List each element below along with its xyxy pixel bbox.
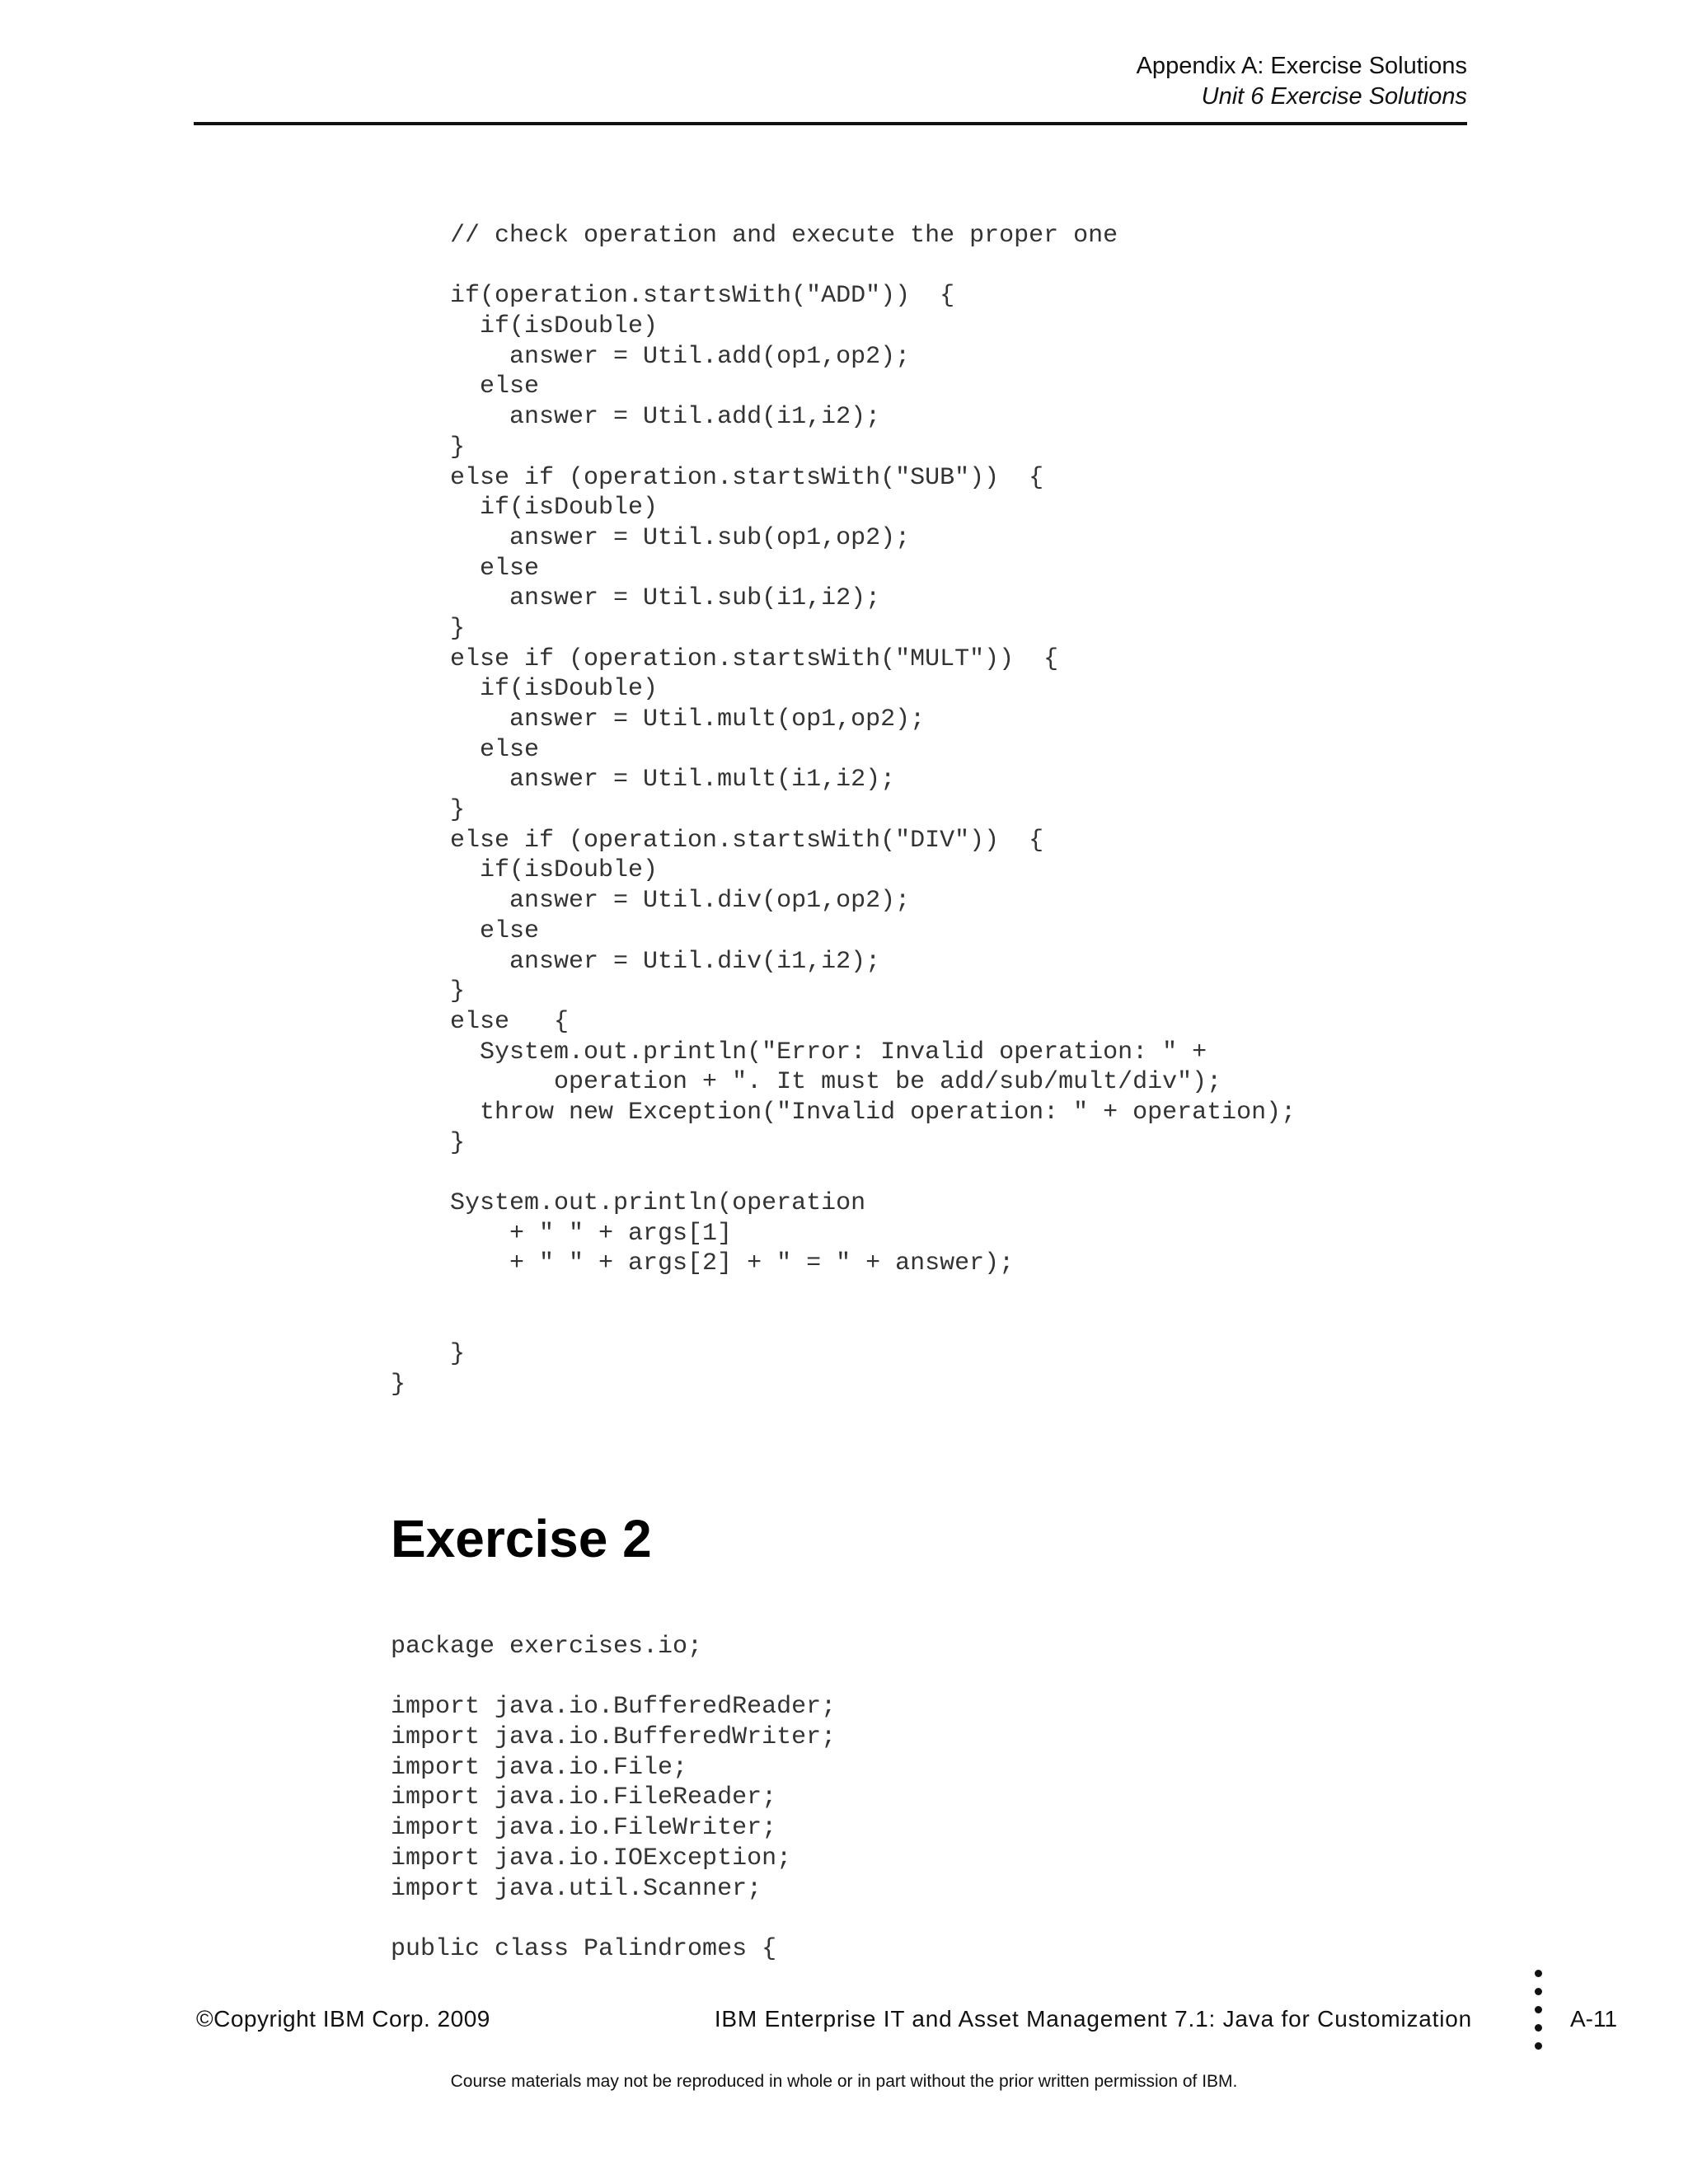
code-line: } — [391, 796, 466, 825]
page-number: A-11 — [1570, 2006, 1618, 2032]
code-line: } — [391, 433, 466, 462]
code-line: answer = Util.div(i1,i2); — [391, 947, 881, 976]
code-line: import java.io.FileWriter; — [391, 1814, 777, 1843]
code-line: answer = Util.sub(i1,i2); — [391, 584, 881, 613]
code-line: import java.io.FileReader; — [391, 1783, 777, 1812]
code-line: else — [391, 735, 540, 764]
code-line: answer = Util.mult(op1,op2); — [391, 705, 926, 733]
code-line: + " " + args[1] — [391, 1219, 733, 1248]
code-line: } — [391, 1128, 466, 1157]
code-line: import java.io.File; — [391, 1753, 688, 1782]
footer-copyright-notice: Course materials may not be reproduced in whole or in part without the prior written permission of IBM. — [450, 2072, 1238, 2091]
code-line: // check operation and execute the proper one — [391, 222, 1118, 250]
section-heading: Exercise 2 — [391, 1509, 652, 1568]
code-line: import java.io.BufferedReader; — [391, 1693, 837, 1722]
code-line: import java.io.BufferedWriter; — [391, 1723, 837, 1752]
code-line: + " " + args[2] + " = " + answer); — [391, 1249, 1015, 1278]
code-line: if(isDouble) — [391, 494, 659, 523]
footer-course-title: IBM Enterprise IT and Asset Management 7.1: Java for Customization — [714, 2006, 1472, 2032]
code-line — [391, 1310, 1296, 1340]
code-line: } — [391, 1340, 466, 1369]
code-line: answer = Util.add(i1,i2); — [391, 403, 881, 432]
code-line: if(isDouble) — [391, 856, 659, 885]
code-line — [391, 1158, 1296, 1188]
code-line: if(operation.startsWith("ADD")) { — [391, 282, 955, 311]
code-line: answer = Util.sub(op1,op2); — [391, 523, 911, 552]
code-line: answer = Util.mult(i1,i2); — [391, 766, 896, 794]
code-line: else if (operation.startsWith("DIV")) { — [391, 826, 1044, 855]
code-line: } — [391, 614, 466, 643]
running-header — [1137, 51, 1467, 112]
code-line: answer = Util.div(op1,op2); — [391, 887, 911, 916]
code-line: else { — [391, 1007, 570, 1036]
code-line: } — [391, 977, 466, 1006]
code-line: } — [391, 1371, 406, 1399]
code-line: operation + ". It must be add/sub/mult/div"); — [391, 1068, 1222, 1097]
code-block-calculator — [391, 221, 1296, 1400]
code-line: else if (operation.startsWith("MULT")) { — [391, 644, 1059, 673]
code-line: import java.io.IOException; — [391, 1844, 792, 1872]
header-divider — [194, 122, 1467, 125]
code-line — [391, 1662, 836, 1693]
code-line: package exercises.io; — [391, 1633, 703, 1661]
code-line: answer = Util.add(op1,op2); — [391, 342, 911, 371]
code-line: else if (operation.startsWith("SUB")) { — [391, 463, 1044, 492]
code-line: public class Palindromes { — [391, 1934, 777, 1963]
footer-copyright: ©Copyright IBM Corp. 2009 — [196, 2006, 490, 2032]
code-line: throw new Exception("Invalid operation: " + operation); — [391, 1098, 1296, 1127]
code-line — [391, 251, 1296, 282]
code-line: System.out.println(operation — [391, 1189, 866, 1217]
header-unit-title: Unit 6 Exercise Solutions — [1201, 83, 1467, 110]
code-line: if(isDouble) — [391, 675, 659, 704]
code-line: import java.util.Scanner; — [391, 1874, 762, 1903]
code-line — [391, 1279, 1296, 1310]
header-appendix-title: Appendix A: Exercise Solutions — [1136, 53, 1467, 79]
code-line: System.out.println("Error: Invalid operation: " + — [391, 1038, 1207, 1066]
code-line: else — [391, 554, 540, 583]
code-line: else — [391, 916, 540, 945]
code-line: if(isDouble) — [391, 312, 659, 341]
code-block-palindromes — [391, 1632, 836, 1965]
code-line: else — [391, 373, 540, 401]
code-line — [391, 1904, 836, 1934]
